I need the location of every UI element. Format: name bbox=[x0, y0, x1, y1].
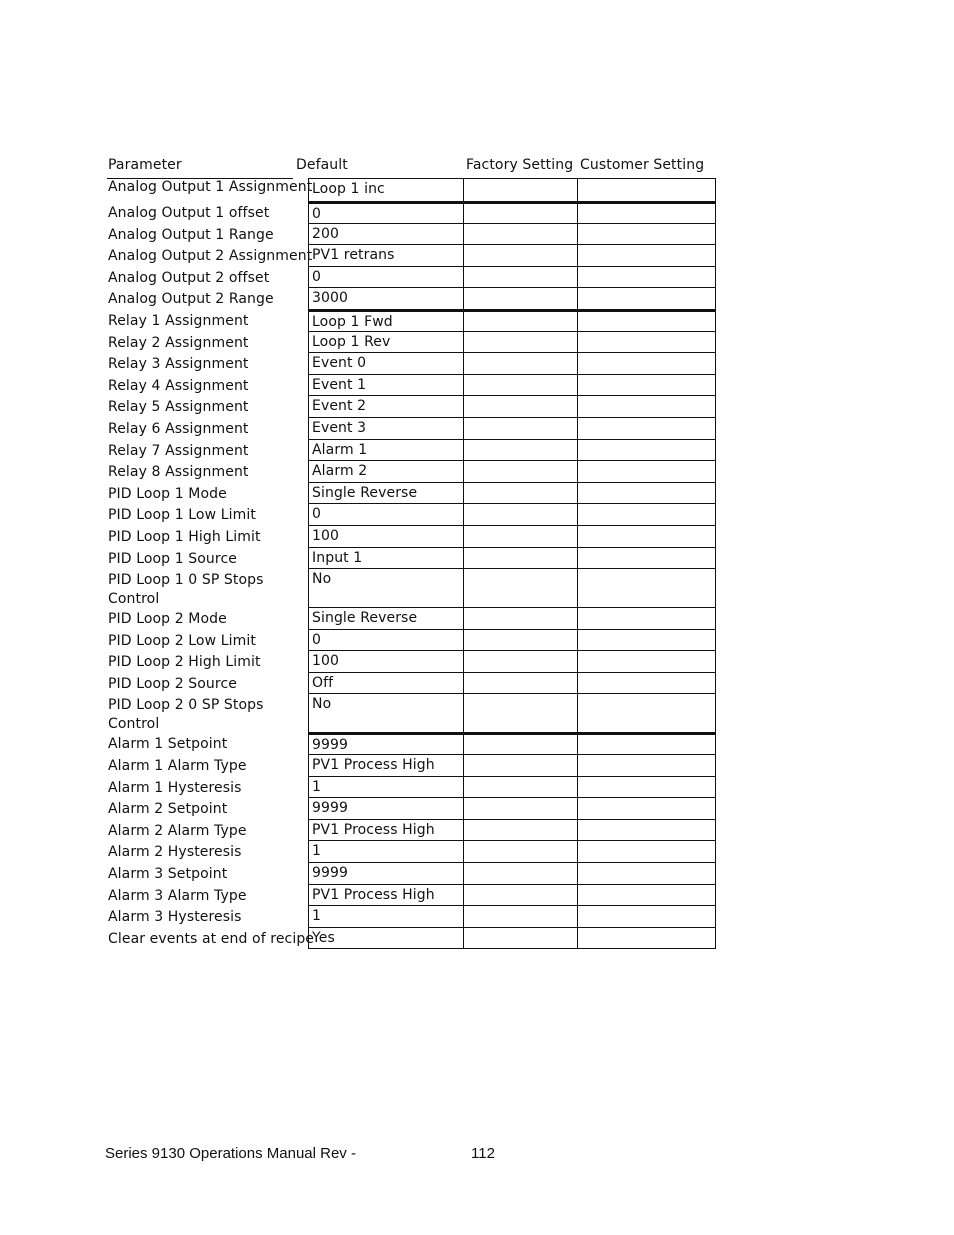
table-row bbox=[107, 885, 716, 907]
default-value: PV1 Process High bbox=[312, 821, 435, 838]
factory-setting-cell bbox=[463, 820, 578, 842]
default-cell bbox=[308, 928, 464, 950]
table-row bbox=[107, 202, 716, 224]
table-row bbox=[107, 630, 716, 652]
parameter-text: Relay 4 Assignment bbox=[108, 377, 249, 394]
customer-setting-cell bbox=[577, 202, 716, 224]
factory-setting-cell bbox=[463, 396, 578, 418]
customer-setting-cell bbox=[577, 332, 716, 354]
factory-setting-cell bbox=[463, 332, 578, 354]
table-row bbox=[107, 224, 716, 246]
default-value: Loop 1 inc bbox=[312, 181, 385, 197]
parameter-text: Relay 2 Assignment bbox=[108, 334, 249, 351]
table-row bbox=[107, 673, 716, 695]
default-cell bbox=[308, 375, 464, 397]
default-cell bbox=[308, 332, 464, 354]
table-row bbox=[107, 928, 716, 950]
default-cell bbox=[308, 288, 464, 310]
factory-setting-cell bbox=[463, 310, 578, 332]
parameter-text: PID Loop 1 Source bbox=[108, 550, 237, 567]
parameter-text: Alarm 1 Setpoint bbox=[108, 736, 228, 753]
default-value: PV1 Process High bbox=[312, 886, 435, 903]
default-value: 3000 bbox=[312, 290, 349, 307]
table-row bbox=[107, 906, 716, 928]
default-value: Event 2 bbox=[312, 398, 367, 415]
default-cell bbox=[308, 820, 464, 842]
default-value: 9999 bbox=[312, 737, 349, 754]
settings-table bbox=[107, 178, 716, 949]
table-row bbox=[107, 375, 716, 397]
customer-setting-cell bbox=[577, 863, 716, 885]
parameter-text: Relay 8 Assignment bbox=[108, 464, 249, 481]
default-cell bbox=[308, 548, 464, 570]
factory-setting-cell bbox=[463, 906, 578, 928]
default-cell bbox=[308, 202, 464, 224]
table-row bbox=[107, 461, 716, 483]
factory-setting-cell bbox=[463, 694, 578, 733]
parameter-text: Relay 6 Assignment bbox=[108, 420, 249, 437]
table-row bbox=[107, 353, 716, 375]
parameter-label bbox=[108, 822, 308, 841]
parameter-label bbox=[108, 506, 308, 525]
default-cell bbox=[308, 310, 464, 332]
customer-setting-cell bbox=[577, 906, 716, 928]
default-cell bbox=[308, 418, 464, 440]
factory-setting-cell bbox=[463, 548, 578, 570]
default-value: Off bbox=[312, 674, 334, 691]
parameter-label bbox=[108, 779, 308, 798]
table-row bbox=[107, 504, 716, 526]
parameter-text: Alarm 2 Setpoint bbox=[108, 801, 228, 818]
parameter-label bbox=[108, 675, 308, 694]
table-row bbox=[107, 526, 716, 548]
customer-setting-cell bbox=[577, 651, 716, 673]
factory-setting-cell bbox=[463, 841, 578, 863]
customer-setting-cell bbox=[577, 841, 716, 863]
parameter-text-continued: Control bbox=[108, 591, 160, 608]
default-value: 100 bbox=[312, 653, 340, 670]
footer-manual-title: Series 9130 Operations Manual Rev - bbox=[105, 1145, 356, 1162]
default-cell bbox=[308, 396, 464, 418]
default-value: PV1 Process High bbox=[312, 757, 435, 774]
table-row bbox=[107, 733, 716, 755]
parameter-text: PID Loop 2 Mode bbox=[108, 611, 227, 628]
parameter-label bbox=[108, 571, 308, 609]
customer-setting-cell bbox=[577, 504, 716, 526]
customer-setting-cell bbox=[577, 375, 716, 397]
default-cell bbox=[308, 733, 464, 755]
parameter-label bbox=[108, 908, 308, 927]
parameter-label bbox=[108, 550, 308, 569]
parameter-text: Relay 1 Assignment bbox=[108, 312, 249, 329]
factory-setting-cell bbox=[463, 483, 578, 505]
default-cell bbox=[308, 224, 464, 246]
customer-setting-cell bbox=[577, 288, 716, 310]
table-row bbox=[107, 863, 716, 885]
factory-setting-cell bbox=[463, 202, 578, 224]
customer-setting-cell bbox=[577, 178, 716, 202]
factory-setting-cell bbox=[463, 178, 578, 202]
customer-setting-cell bbox=[577, 820, 716, 842]
default-cell bbox=[308, 885, 464, 907]
customer-setting-cell bbox=[577, 630, 716, 652]
default-value: Input 1 bbox=[312, 549, 363, 566]
header-customer-setting: Customer Setting bbox=[580, 157, 705, 173]
table-row bbox=[107, 755, 716, 777]
table-row bbox=[107, 418, 716, 440]
table-row bbox=[107, 267, 716, 289]
factory-setting-cell bbox=[463, 504, 578, 526]
parameter-text: PID Loop 1 0 SP Stops bbox=[108, 572, 264, 589]
default-cell bbox=[308, 608, 464, 630]
factory-setting-cell bbox=[463, 885, 578, 907]
default-cell bbox=[308, 569, 464, 608]
header-default: Default bbox=[296, 157, 348, 173]
parameter-label bbox=[108, 442, 308, 461]
parameter-text: Alarm 2 Alarm Type bbox=[108, 822, 247, 839]
default-cell bbox=[308, 440, 464, 462]
customer-setting-cell bbox=[577, 733, 716, 755]
parameter-label bbox=[108, 735, 308, 754]
table-row bbox=[107, 608, 716, 630]
parameter-text: Alarm 3 Hysteresis bbox=[108, 909, 242, 926]
parameter-text: Analog Output 1 Assignment bbox=[108, 179, 313, 195]
default-cell bbox=[308, 353, 464, 375]
default-value: 0 bbox=[312, 506, 322, 523]
factory-setting-cell bbox=[463, 798, 578, 820]
parameter-text: Relay 7 Assignment bbox=[108, 442, 249, 459]
default-cell bbox=[308, 651, 464, 673]
parameter-label bbox=[108, 865, 308, 884]
factory-setting-cell bbox=[463, 569, 578, 608]
default-value: Event 0 bbox=[312, 355, 367, 372]
table-row bbox=[107, 820, 716, 842]
table-row bbox=[107, 777, 716, 799]
customer-setting-cell bbox=[577, 694, 716, 733]
customer-setting-cell bbox=[577, 440, 716, 462]
default-value: Single Reverse bbox=[312, 484, 418, 501]
parameter-text: Analog Output 2 Assignment bbox=[108, 248, 313, 265]
parameter-label bbox=[108, 398, 308, 417]
table-row bbox=[107, 310, 716, 332]
default-value: Event 1 bbox=[312, 376, 367, 393]
default-value: Loop 1 Fwd bbox=[312, 313, 393, 330]
default-value: Event 3 bbox=[312, 419, 367, 436]
table-row bbox=[107, 245, 716, 267]
parameter-label bbox=[108, 930, 315, 949]
factory-setting-cell bbox=[463, 651, 578, 673]
factory-setting-cell bbox=[463, 245, 578, 267]
parameter-label bbox=[108, 420, 308, 439]
table-row bbox=[107, 548, 716, 570]
factory-setting-cell bbox=[463, 526, 578, 548]
default-value: 0 bbox=[312, 268, 322, 285]
customer-setting-cell bbox=[577, 245, 716, 267]
header-factory-setting: Factory Setting bbox=[466, 157, 574, 173]
customer-setting-cell bbox=[577, 267, 716, 289]
parameter-text: PID Loop 1 Mode bbox=[108, 485, 227, 502]
default-cell bbox=[308, 461, 464, 483]
default-value: PV1 retrans bbox=[312, 247, 395, 264]
factory-setting-cell bbox=[463, 928, 578, 950]
parameter-text: PID Loop 2 0 SP Stops bbox=[108, 697, 264, 714]
parameter-text: Alarm 1 Hysteresis bbox=[108, 779, 242, 796]
parameter-label bbox=[108, 696, 308, 734]
customer-setting-cell bbox=[577, 461, 716, 483]
customer-setting-cell bbox=[577, 798, 716, 820]
default-value: Single Reverse bbox=[312, 610, 418, 627]
factory-setting-cell bbox=[463, 224, 578, 246]
default-cell bbox=[308, 863, 464, 885]
page-number: 112 bbox=[471, 1145, 495, 1162]
parameter-text: Alarm 2 Hysteresis bbox=[108, 844, 242, 861]
parameter-text: Analog Output 2 offset bbox=[108, 269, 270, 286]
customer-setting-cell bbox=[577, 526, 716, 548]
default-value: No bbox=[312, 696, 332, 713]
factory-setting-cell bbox=[463, 755, 578, 777]
parameter-text: Analog Output 1 offset bbox=[108, 205, 270, 221]
factory-setting-cell bbox=[463, 440, 578, 462]
parameter-label bbox=[108, 334, 308, 353]
parameter-label bbox=[108, 290, 308, 309]
table-row bbox=[107, 798, 716, 820]
customer-setting-cell bbox=[577, 483, 716, 505]
parameter-label bbox=[108, 269, 308, 288]
parameter-text: Analog Output 2 Range bbox=[108, 291, 274, 308]
default-value: Alarm 2 bbox=[312, 463, 368, 480]
parameter-text: Alarm 3 Alarm Type bbox=[108, 887, 247, 904]
table-row bbox=[107, 288, 716, 310]
parameter-text: PID Loop 1 High Limit bbox=[108, 528, 261, 545]
default-value: 1 bbox=[312, 778, 322, 795]
default-value: 100 bbox=[312, 527, 340, 544]
factory-setting-cell bbox=[463, 777, 578, 799]
default-cell bbox=[308, 630, 464, 652]
default-value: 9999 bbox=[312, 800, 349, 817]
customer-setting-cell bbox=[577, 224, 716, 246]
default-value: 1 bbox=[312, 908, 322, 925]
customer-setting-cell bbox=[577, 569, 716, 608]
default-value: 9999 bbox=[312, 865, 349, 882]
factory-setting-cell bbox=[463, 375, 578, 397]
factory-setting-cell bbox=[463, 267, 578, 289]
default-value: 0 bbox=[312, 206, 322, 222]
factory-setting-cell bbox=[463, 353, 578, 375]
customer-setting-cell bbox=[577, 928, 716, 950]
factory-setting-cell bbox=[463, 733, 578, 755]
parameter-label bbox=[108, 355, 308, 374]
default-cell bbox=[308, 798, 464, 820]
default-value: 0 bbox=[312, 631, 322, 648]
default-cell bbox=[308, 483, 464, 505]
default-cell bbox=[308, 267, 464, 289]
default-cell bbox=[308, 755, 464, 777]
table-row bbox=[107, 332, 716, 354]
factory-setting-cell bbox=[463, 673, 578, 695]
factory-setting-cell bbox=[463, 288, 578, 310]
default-value: Yes bbox=[312, 929, 335, 946]
table-row bbox=[107, 694, 716, 733]
factory-setting-cell bbox=[463, 863, 578, 885]
factory-setting-cell bbox=[463, 630, 578, 652]
customer-setting-cell bbox=[577, 310, 716, 332]
table-row bbox=[107, 178, 716, 202]
customer-setting-cell bbox=[577, 548, 716, 570]
table-row bbox=[107, 440, 716, 462]
default-cell bbox=[308, 245, 464, 267]
default-value: Alarm 1 bbox=[312, 441, 368, 458]
default-cell bbox=[308, 694, 464, 733]
default-cell bbox=[308, 178, 464, 202]
parameter-text: Relay 5 Assignment bbox=[108, 399, 249, 416]
factory-setting-cell bbox=[463, 608, 578, 630]
table-row bbox=[107, 396, 716, 418]
default-cell bbox=[308, 526, 464, 548]
parameter-label bbox=[108, 757, 308, 776]
parameter-label bbox=[108, 312, 308, 331]
parameter-label bbox=[108, 226, 308, 245]
parameter-label bbox=[108, 485, 308, 504]
customer-setting-cell bbox=[577, 353, 716, 375]
parameter-text: Alarm 3 Setpoint bbox=[108, 866, 228, 883]
parameter-text: PID Loop 2 Low Limit bbox=[108, 632, 256, 649]
customer-setting-cell bbox=[577, 396, 716, 418]
parameter-text: PID Loop 2 High Limit bbox=[108, 654, 261, 671]
customer-setting-cell bbox=[577, 777, 716, 799]
table-row bbox=[107, 483, 716, 505]
parameter-label bbox=[108, 204, 308, 223]
default-value: Loop 1 Rev bbox=[312, 333, 391, 350]
parameter-label bbox=[108, 528, 308, 547]
customer-setting-cell bbox=[577, 418, 716, 440]
table-row bbox=[107, 569, 716, 608]
parameter-text: PID Loop 2 Source bbox=[108, 675, 237, 692]
parameter-text: Alarm 1 Alarm Type bbox=[108, 758, 247, 775]
customer-setting-cell bbox=[577, 608, 716, 630]
factory-setting-cell bbox=[463, 461, 578, 483]
default-value: No bbox=[312, 571, 332, 588]
default-cell bbox=[308, 841, 464, 863]
parameter-label bbox=[108, 610, 308, 629]
parameter-label bbox=[108, 377, 308, 396]
parameter-text: Clear events at end of recipe bbox=[108, 930, 315, 947]
parameter-label bbox=[108, 800, 308, 819]
parameter-text: PID Loop 1 Low Limit bbox=[108, 507, 256, 524]
parameter-text: Relay 3 Assignment bbox=[108, 356, 249, 373]
parameter-label bbox=[108, 178, 313, 197]
default-value: 200 bbox=[312, 225, 340, 242]
parameter-text: Analog Output 1 Range bbox=[108, 226, 274, 243]
parameter-label bbox=[108, 247, 313, 266]
table-row bbox=[107, 651, 716, 673]
factory-setting-cell bbox=[463, 418, 578, 440]
default-cell bbox=[308, 673, 464, 695]
parameter-label bbox=[108, 463, 308, 482]
customer-setting-cell bbox=[577, 673, 716, 695]
header-parameter: Parameter bbox=[108, 157, 182, 173]
default-cell bbox=[308, 906, 464, 928]
parameter-label bbox=[108, 653, 308, 672]
parameter-text-continued: Control bbox=[108, 716, 160, 733]
default-value: 1 bbox=[312, 843, 322, 860]
table-row bbox=[107, 841, 716, 863]
parameter-label bbox=[108, 887, 308, 906]
customer-setting-cell bbox=[577, 885, 716, 907]
default-cell bbox=[308, 504, 464, 526]
parameter-label bbox=[108, 632, 308, 651]
customer-setting-cell bbox=[577, 755, 716, 777]
parameter-label bbox=[108, 843, 308, 862]
default-cell bbox=[308, 777, 464, 799]
